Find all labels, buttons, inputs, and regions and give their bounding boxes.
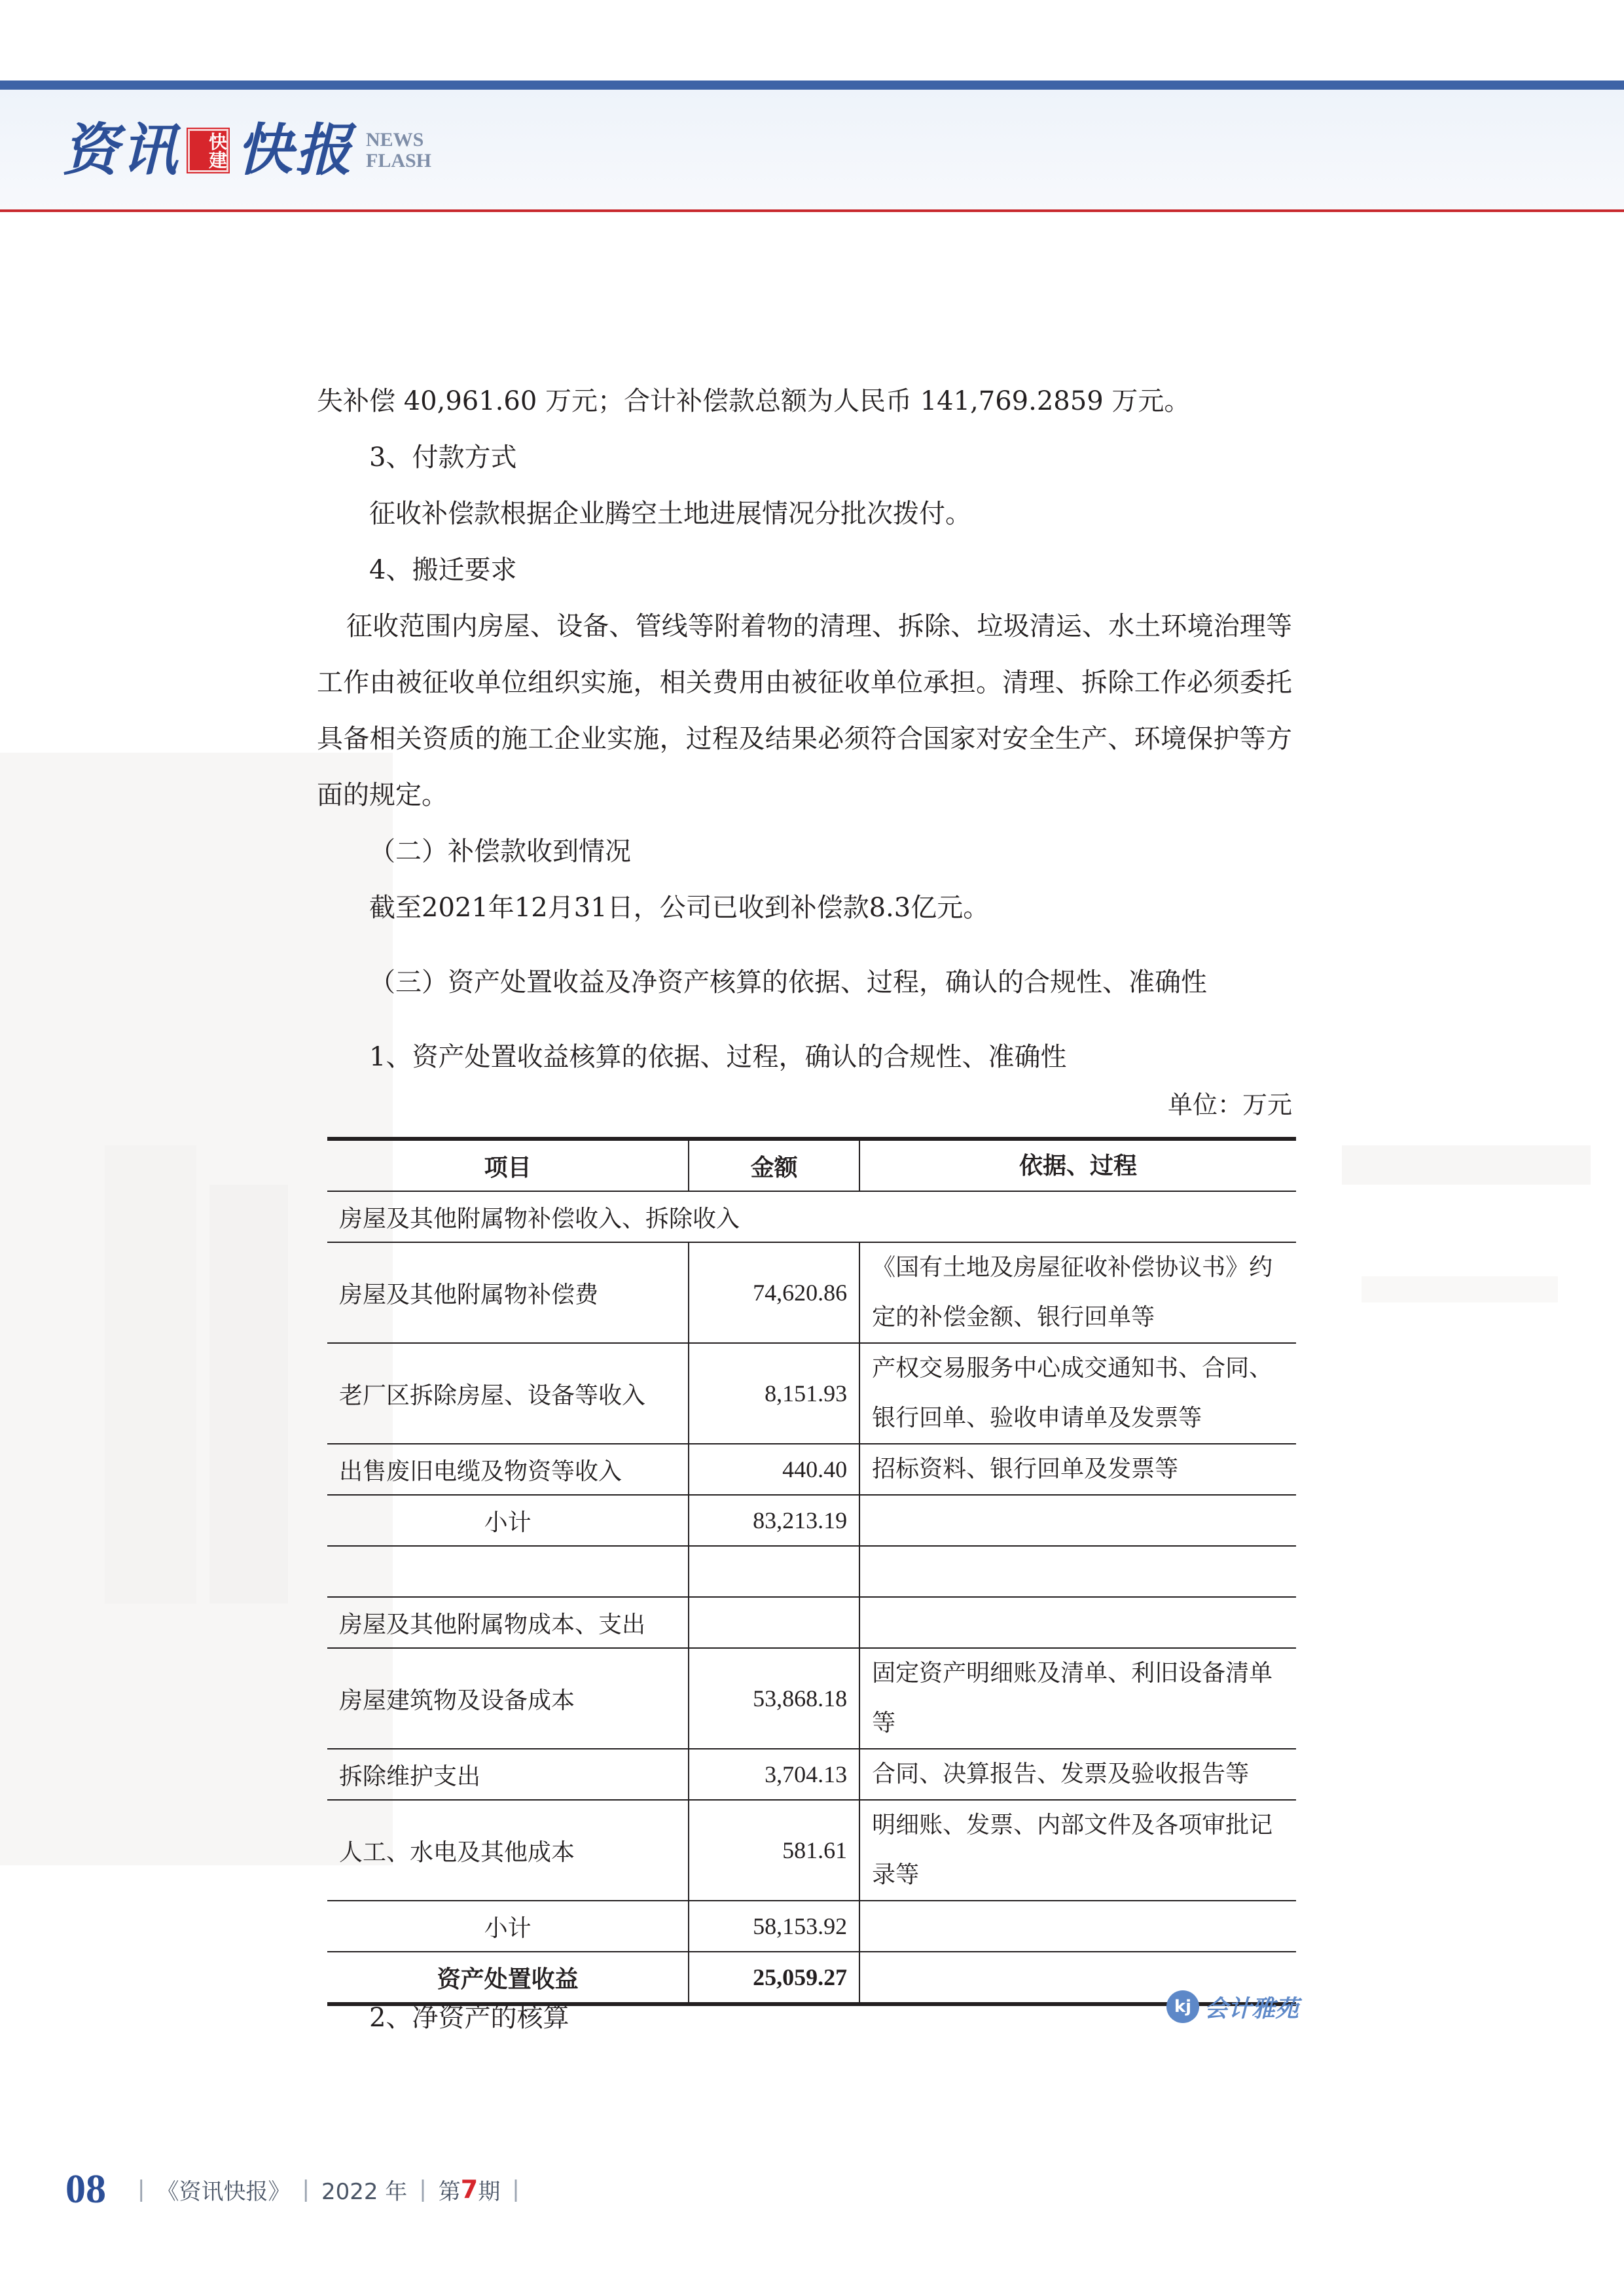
row-amount: 3,704.13: [689, 1749, 859, 1800]
article-body: [317, 373, 1292, 1124]
table-row: [327, 1242, 1296, 1343]
masthead-title-part2: 快报: [236, 117, 354, 183]
row-basis: [859, 1546, 1296, 1597]
asset-disposal-table: [327, 1137, 1296, 2006]
masthead-title-part1: 资讯: [62, 117, 180, 183]
header-top-rule: [0, 81, 1624, 90]
row-item: [327, 1546, 689, 1597]
logo-icon: kj: [1166, 1990, 1199, 2023]
row-basis: 合同、决算报告、发票及验收报告等: [859, 1749, 1296, 1800]
row-item: 资产处置收益: [327, 1952, 689, 2004]
masthead-en-line2: FLASH: [366, 150, 432, 171]
row-item: 房屋及其他附属物成本、支出: [327, 1597, 689, 1648]
table-row: [327, 1648, 1296, 1749]
logo-text: 会计雅苑: [1204, 1995, 1299, 2022]
footer-divider: |: [419, 2176, 427, 2202]
unit-label: 单位：万元: [1167, 1090, 1292, 1119]
col-header-item: 项目: [327, 1139, 689, 1191]
col-header-basis: 依据、过程: [859, 1139, 1296, 1191]
row-item: 小计: [327, 1495, 689, 1546]
page-number: 08: [65, 2166, 106, 2212]
row-basis: [859, 1597, 1296, 1648]
row-amount: [689, 1597, 859, 1648]
row-amount: 25,059.27: [689, 1952, 859, 2004]
table-row: [327, 1901, 1296, 1952]
row-amount: 83,213.19: [689, 1495, 859, 1546]
footer-year: 2022 年: [321, 2178, 408, 2205]
footer-issue-number: 7: [460, 2175, 478, 2204]
page-header: [0, 0, 1624, 213]
footer-issue-suffix: 期: [478, 2178, 501, 2205]
row-basis: 产权交易服务中心成交通知书、合同、银行回单、验收申请单及发票等: [859, 1343, 1296, 1444]
table-row: [327, 1800, 1296, 1901]
row-basis: 招标资料、银行回单及发票等: [859, 1444, 1296, 1495]
row-basis: [859, 1495, 1296, 1546]
row-amount: 53,868.18: [689, 1648, 859, 1749]
row-item: 房屋及其他附属物补偿收入、拆除收入: [327, 1191, 1296, 1242]
row-item: 老厂区拆除房屋、设备等收入: [327, 1343, 689, 1444]
table-row: [327, 1343, 1296, 1444]
footer-issue-prefix: 第: [438, 2178, 461, 2205]
row-amount: 8,151.93: [689, 1343, 859, 1444]
row-basis: [859, 1901, 1296, 1952]
row-amount: 58,153.92: [689, 1901, 859, 1952]
row-basis: 《国有土地及房屋征收补偿协议书》约定的补偿金额、银行回单等: [859, 1242, 1296, 1343]
row-item: 拆除维护支出: [327, 1749, 689, 1800]
table-row: [327, 1597, 1296, 1648]
footer-divider: |: [512, 2176, 520, 2202]
row-amount: 440.40: [689, 1444, 859, 1495]
table-row: [327, 1191, 1296, 1242]
row-item: 小计: [327, 1901, 689, 1952]
source-logo: [1166, 1988, 1299, 2026]
paragraph-relocation: 征收范围内房屋、设备、管线等附着物的清理、拆除、垃圾清运、水土环境治理等工作由被征收单位组织实施，相关费用由被征收单位承担。清理、拆除工作必须委托具备相关资质的施工企业实施，过程及结果必须符合国家对安全生产、环境保护等方面的规定。: [317, 611, 1292, 810]
row-amount: 74,620.86: [689, 1242, 859, 1343]
col-header-amount: 金额: [689, 1139, 859, 1191]
heading-subsection-1: 1、资产处置收益核算的依据、过程，确认的合规性、准确性: [369, 1042, 1067, 1072]
table-row: [327, 1546, 1296, 1597]
table-header-row: [327, 1139, 1296, 1191]
masthead: [62, 115, 431, 187]
row-item: 房屋及其他附属物补偿费: [327, 1242, 689, 1343]
row-item: 人工、水电及其他成本: [327, 1800, 689, 1901]
footer-divider: |: [137, 2176, 145, 2202]
heading-section-3: （三）资产处置收益及净资产核算的依据、过程，确认的合规性、准确性: [369, 967, 1207, 997]
heading-relocation: 4、搬迁要求: [369, 555, 517, 585]
row-item: 出售废旧电缆及物资等收入: [327, 1444, 689, 1495]
row-basis: 明细账、发票、内部文件及各项审批记录等: [859, 1800, 1296, 1901]
header-red-rule: [0, 209, 1624, 212]
paragraph-payment-method: 征收补偿款根据企业腾空土地进展情况分批次拨付。: [369, 499, 971, 529]
heading-received: （二）补偿款收到情况: [369, 836, 631, 867]
heading-payment-method: 3、付款方式: [369, 442, 517, 473]
heading-subsection-2: 2、净资产的核算: [369, 2003, 569, 2033]
row-amount: [689, 1546, 859, 1597]
paragraph-compensation-total: 失补偿 40,961.60 万元；合计补偿款总额为人民币 141,769.2859 万元。: [317, 386, 1191, 416]
table-row: [327, 1444, 1296, 1495]
footer-publication: 《资讯快报》: [156, 2178, 291, 2205]
page-footer: [65, 2160, 532, 2219]
seal-icon: 快建: [188, 129, 228, 172]
row-amount: 581.61: [689, 1800, 859, 1901]
masthead-en-line1: NEWS: [366, 129, 424, 151]
table-row: [327, 1495, 1296, 1546]
masthead-subtitle: [366, 130, 431, 171]
paragraph-received: 截至2021年12月31日，公司已收到补偿款8.3亿元。: [369, 893, 990, 923]
row-item: 房屋建筑物及设备成本: [327, 1648, 689, 1749]
row-basis: 固定资产明细账及清单、利旧设备清单等: [859, 1648, 1296, 1749]
table-row: [327, 1749, 1296, 1800]
footer-divider: |: [302, 2176, 310, 2202]
